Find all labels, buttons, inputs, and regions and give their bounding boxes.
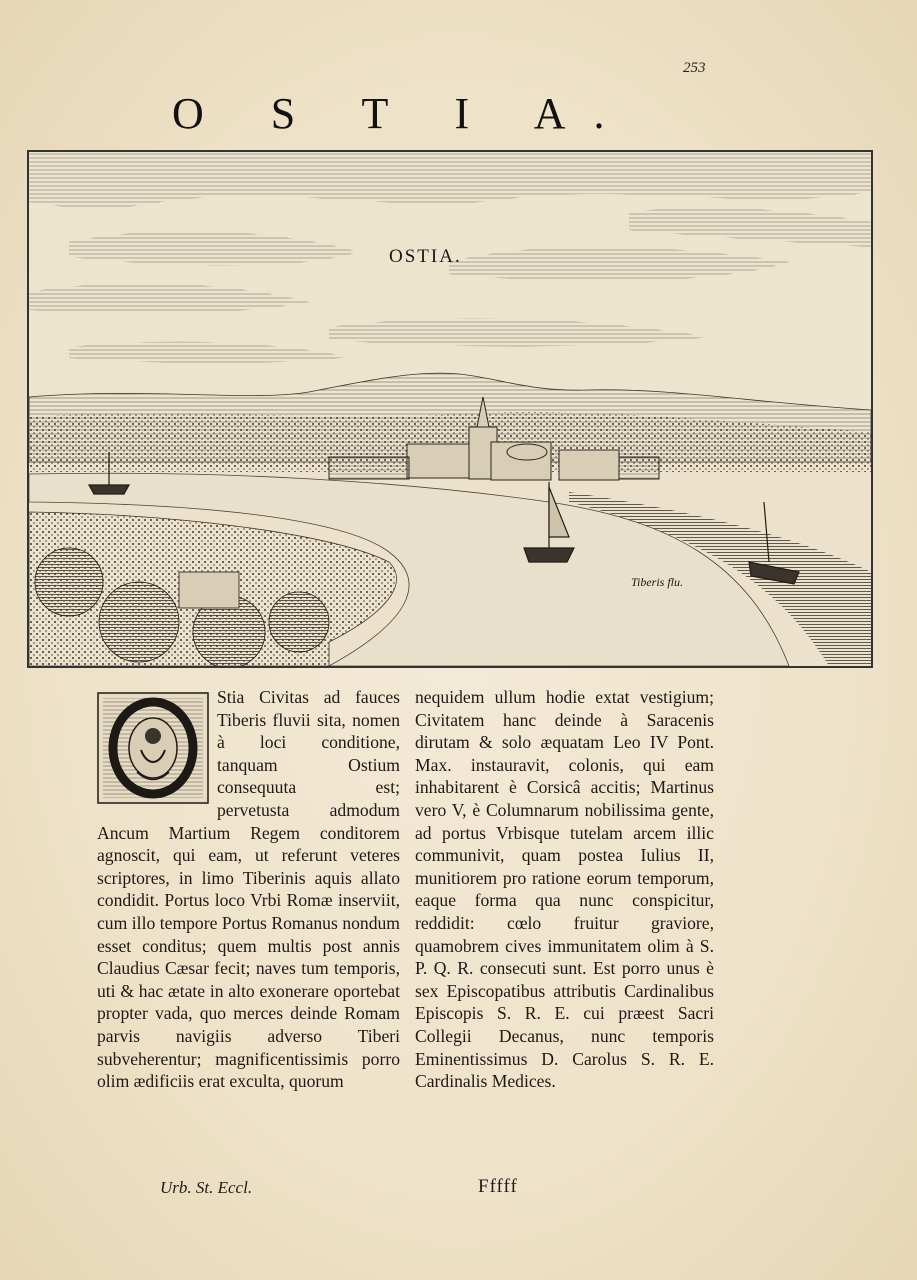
body-text-left: Stia Civitas ad fauces Tiberis fluvii sita, nomen à loci conditione, tanquam Ostium consequuta est; pervetusta admodum Ancum Martium Regem conditorem agnoscit, qui eam, ut referunt veteres scriptores, in limo Tiberinis aquis allato condidit. Portus loco Vrbi Romæ inserviit, cum illo tempore Portus Romanus nondum esset conditus; quem multis post annis Claudius Cæsar fecit; naves tum temporis, uti & hac ætate in alto exonerare oportebat propter vada, quo merces deinde Romam parvis navigiis adverso Tiberi subveherentur; magnificentissimis porro olim ædificiis erat exculta, quorum [97,687,400,1092]
engraving-caption: OSTIA. [389,246,462,267]
engraving-illustration [27,150,873,668]
dropcap-letter: O [152,754,154,755]
river-label: Tiberis flu. [631,575,684,589]
text-column-left [97,686,400,1093]
page-title: O S T I A. [172,89,633,138]
decorated-initial [97,692,209,804]
running-title: Urb. St. Eccl. [160,1178,253,1197]
ostia-view-svg [29,152,871,666]
text-column-right [415,686,714,1093]
signature-mark: Fffff [478,1176,518,1197]
page-number: 253 [683,60,706,76]
body-text-right: nequidem ullum hodie extat vestigium; Civitatem hanc deinde à Saracenis dirutam & solo æquatam Leo IV Pont. Max. instauravit, colonis, qui eam inhabitarent è Corsicâ accitis; Martinus vero V, è Columnarum nobilissima gente, ad portus Vrbisque tutelam arcem illic communivit, quam postea Iulius II, munitiorem pro ratione eorum temporum, eaque forma qua nunc conspicitur, reddidit: cœlo fruitur graviore, quamobrem cives immunitatem olim à S. P. Q. R. consecuti sunt. Est porro unus è sex Episcopatibus attributis Cardinalibus Episcopis S. R. E. cui præest Sacri Collegii Decanus, nunc temporis Eminentissimus D. Carolus S. R. E. Cardinalis Medices. [415,687,714,1092]
